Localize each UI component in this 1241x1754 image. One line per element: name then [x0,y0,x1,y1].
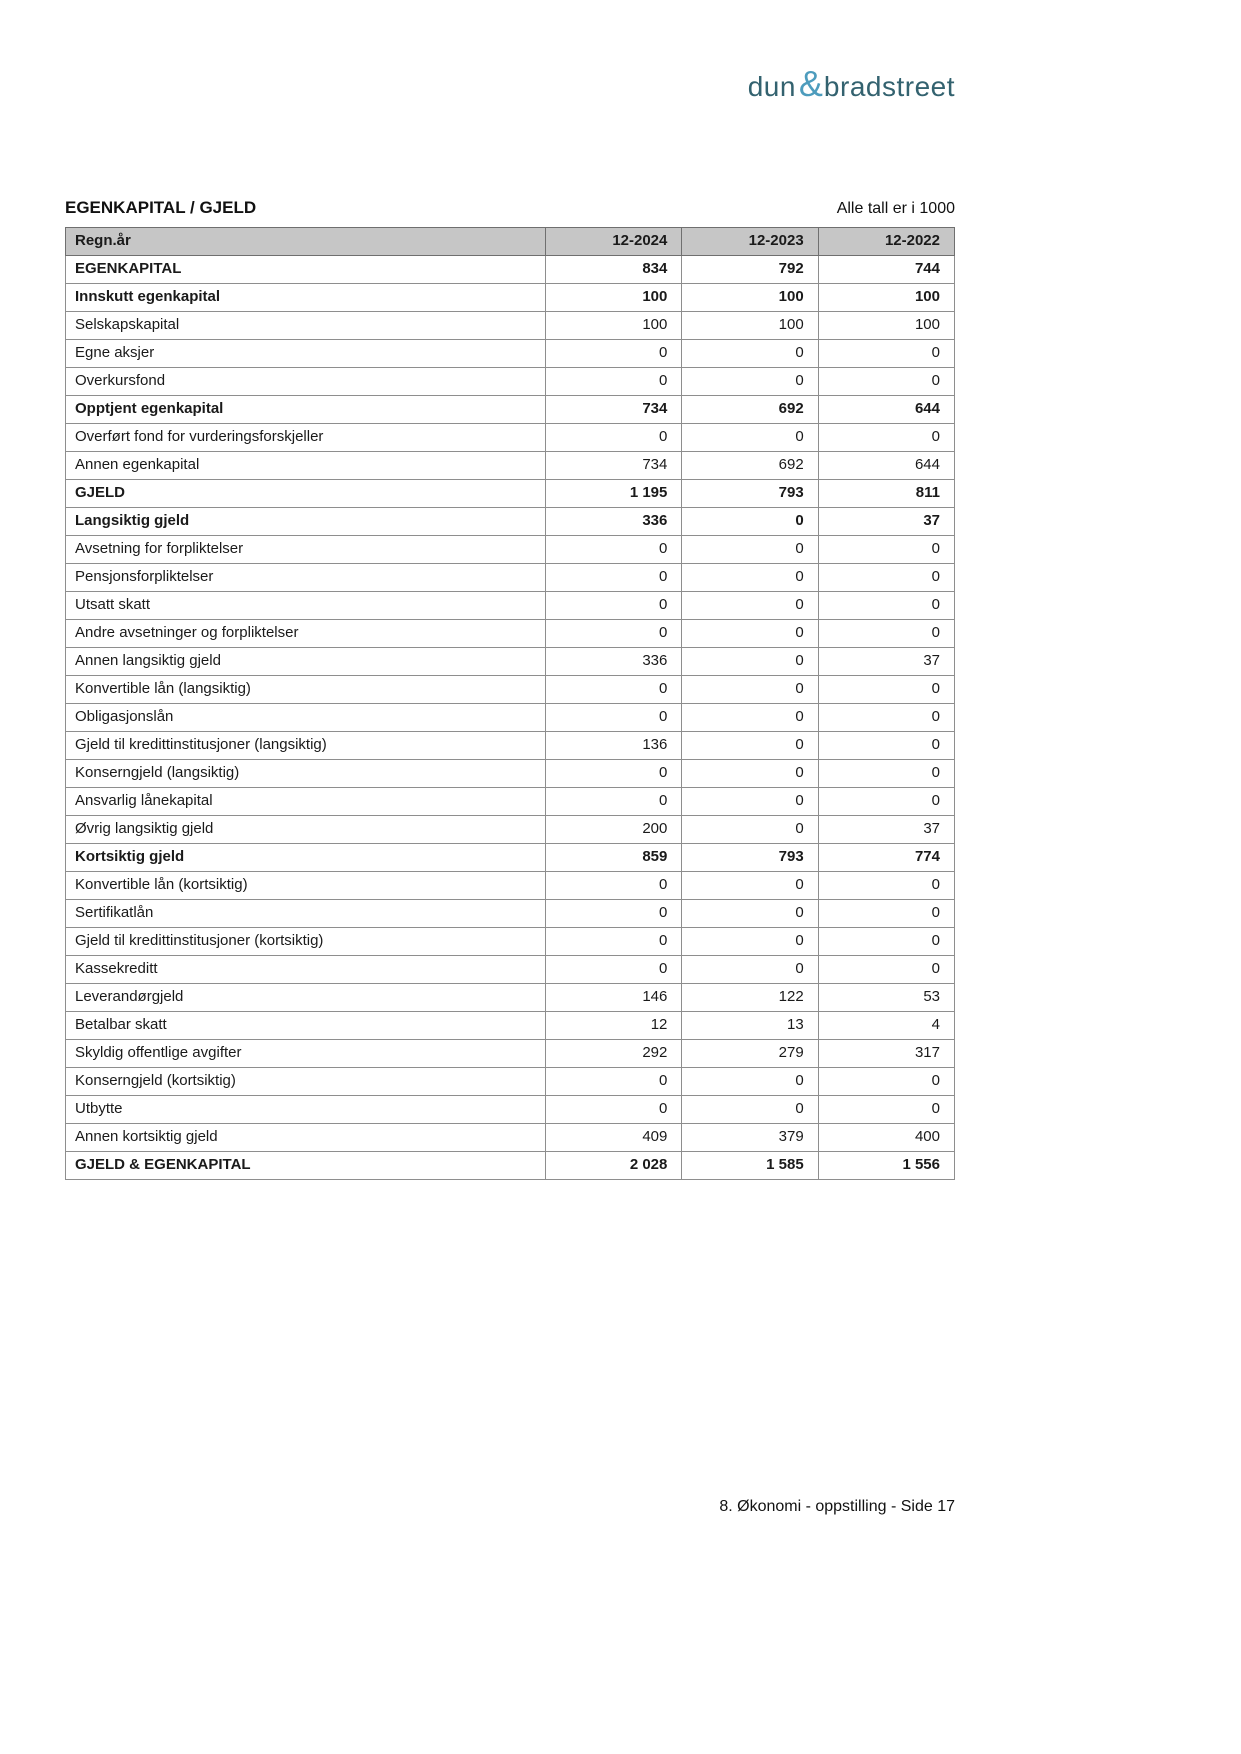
row-value: 0 [682,592,818,620]
units-note: Alle tall er i 1000 [836,200,955,217]
row-label: Konvertible lån (kortsiktig) [66,872,546,900]
row-value: 4 [818,1012,954,1040]
row-value: 0 [818,424,954,452]
row-value: 13 [682,1012,818,1040]
table-body [66,256,955,1180]
row-label: Annen kortsiktig gjeld [66,1124,546,1152]
row-value: 0 [546,340,682,368]
header-cell-regnar: Regn.år [66,228,546,256]
row-label: Kassekreditt [66,956,546,984]
row-value: 0 [682,340,818,368]
row-value: 0 [818,1068,954,1096]
row-label: Opptjent egenkapital [66,396,546,424]
row-label: GJELD & EGENKAPITAL [66,1152,546,1180]
table-row [66,1068,955,1096]
row-value: 0 [682,956,818,984]
row-value: 0 [818,564,954,592]
table-row [66,732,955,760]
row-value: 834 [546,256,682,284]
table-row [66,648,955,676]
row-value: 0 [682,788,818,816]
row-value: 37 [818,816,954,844]
row-value: 0 [818,536,954,564]
row-value: 0 [818,956,954,984]
logo-text-bradstreet: bradstreet [823,71,955,102]
table-row [66,536,955,564]
table-row [66,1124,955,1152]
row-value: 0 [818,1096,954,1124]
row-value: 0 [546,900,682,928]
table-row [66,620,955,648]
row-value: 0 [818,900,954,928]
row-value: 0 [682,676,818,704]
row-label: Kortsiktig gjeld [66,844,546,872]
row-value: 0 [818,732,954,760]
row-label: Overført fond for vurderingsforskjeller [66,424,546,452]
page-footer: 8. Økonomi - oppstilling - Side 17 [719,1498,955,1515]
row-value: 200 [546,816,682,844]
row-value: 0 [682,564,818,592]
row-value: 0 [546,928,682,956]
row-value: 1 556 [818,1152,954,1180]
row-label: Andre avsetninger og forpliktelser [66,620,546,648]
row-value: 0 [682,1068,818,1096]
table-row [66,368,955,396]
table-row [66,676,955,704]
row-label: GJELD [66,480,546,508]
row-value: 0 [546,368,682,396]
row-value: 0 [546,676,682,704]
row-label: Utsatt skatt [66,592,546,620]
row-value: 692 [682,452,818,480]
row-value: 100 [682,284,818,312]
table-row [66,900,955,928]
table-row [66,956,955,984]
row-value: 0 [682,900,818,928]
row-value: 0 [682,704,818,732]
row-label: Obligasjonslån [66,704,546,732]
logo-text-dun: dun [747,71,796,102]
row-label: Pensjonsforpliktelser [66,564,546,592]
row-label: Konserngjeld (langsiktig) [66,760,546,788]
row-value: 379 [682,1124,818,1152]
row-value: 0 [682,648,818,676]
row-value: 146 [546,984,682,1012]
row-value: 0 [818,760,954,788]
balance-table [65,227,955,1180]
table-row [66,396,955,424]
row-value: 1 195 [546,480,682,508]
row-value: 0 [546,872,682,900]
row-value: 0 [546,1096,682,1124]
row-value: 0 [682,536,818,564]
row-value: 774 [818,844,954,872]
table-row [66,564,955,592]
table-row [66,760,955,788]
row-value: 292 [546,1040,682,1068]
row-value: 0 [818,872,954,900]
table-row [66,1012,955,1040]
table-row [66,788,955,816]
row-label: Gjeld til kredittinstitusjoner (kortsiktig) [66,928,546,956]
row-label: Annen egenkapital [66,452,546,480]
row-label: Utbytte [66,1096,546,1124]
row-value: 0 [682,760,818,788]
row-value: 0 [682,732,818,760]
row-value: 0 [682,928,818,956]
row-value: 0 [818,592,954,620]
row-value: 100 [546,312,682,340]
row-value: 0 [818,788,954,816]
row-label: Konvertible lån (langsiktig) [66,676,546,704]
row-value: 136 [546,732,682,760]
row-value: 122 [682,984,818,1012]
dun-bradstreet-logo [747,63,955,104]
table-row [66,424,955,452]
row-value: 100 [818,284,954,312]
row-value: 400 [818,1124,954,1152]
row-label: Annen langsiktig gjeld [66,648,546,676]
row-label: Skyldig offentlige avgifter [66,1040,546,1068]
page-title: EGENKAPITAL / GJELD [65,198,257,217]
row-label: Leverandørgjeld [66,984,546,1012]
row-value: 0 [546,592,682,620]
row-value: 0 [546,1068,682,1096]
table-row [66,340,955,368]
header-cell-year-2023: 12-2023 [682,228,818,256]
row-value: 100 [546,284,682,312]
row-value: 644 [818,452,954,480]
row-value: 0 [818,340,954,368]
table-row [66,256,955,284]
balance-table-container [65,227,955,1180]
row-value: 793 [682,844,818,872]
table-row [66,452,955,480]
header-cell-year-2024: 12-2024 [546,228,682,256]
ampersand-icon: & [798,63,823,104]
table-row [66,1096,955,1124]
table-row [66,844,955,872]
table-row [66,284,955,312]
row-label: Innskutt egenkapital [66,284,546,312]
table-row [66,872,955,900]
row-value: 0 [682,816,818,844]
table-row [66,816,955,844]
row-label: Betalbar skatt [66,1012,546,1040]
row-value: 0 [546,956,682,984]
row-value: 37 [818,648,954,676]
row-value: 0 [818,928,954,956]
row-value: 279 [682,1040,818,1068]
row-label: Langsiktig gjeld [66,508,546,536]
row-value: 0 [818,676,954,704]
row-value: 811 [818,480,954,508]
row-value: 53 [818,984,954,1012]
row-value: 409 [546,1124,682,1152]
row-value: 734 [546,452,682,480]
row-value: 2 028 [546,1152,682,1180]
row-value: 336 [546,648,682,676]
row-value: 0 [546,620,682,648]
row-label: Overkursfond [66,368,546,396]
row-value: 0 [818,704,954,732]
row-label: EGENKAPITAL [66,256,546,284]
row-value: 100 [818,312,954,340]
row-value: 692 [682,396,818,424]
table-row [66,508,955,536]
row-value: 0 [818,368,954,396]
table-row [66,704,955,732]
table-row [66,984,955,1012]
row-label: Ansvarlig lånekapital [66,788,546,816]
row-value: 317 [818,1040,954,1068]
table-header-row [66,228,955,256]
table-row [66,592,955,620]
row-value: 0 [546,788,682,816]
row-label: Øvrig langsiktig gjeld [66,816,546,844]
row-value: 792 [682,256,818,284]
row-value: 0 [546,760,682,788]
row-value: 100 [682,312,818,340]
row-label: Avsetning for forpliktelser [66,536,546,564]
table-row [66,480,955,508]
row-value: 0 [682,508,818,536]
row-label: Sertifikatlån [66,900,546,928]
table-row [66,928,955,956]
row-value: 0 [682,424,818,452]
row-value: 37 [818,508,954,536]
title-row [65,198,955,218]
row-value: 0 [682,1096,818,1124]
row-value: 734 [546,396,682,424]
table-row [66,312,955,340]
row-value: 336 [546,508,682,536]
row-label: Selskapskapital [66,312,546,340]
row-value: 0 [682,872,818,900]
row-value: 12 [546,1012,682,1040]
row-label: Konserngjeld (kortsiktig) [66,1068,546,1096]
row-value: 0 [546,704,682,732]
row-value: 793 [682,480,818,508]
row-value: 0 [546,424,682,452]
row-label: Egne aksjer [66,340,546,368]
row-value: 0 [682,620,818,648]
row-value: 859 [546,844,682,872]
row-value: 1 585 [682,1152,818,1180]
table-row [66,1040,955,1068]
row-value: 0 [546,536,682,564]
row-value: 0 [818,620,954,648]
header-cell-year-2022: 12-2022 [818,228,954,256]
row-value: 744 [818,256,954,284]
row-value: 0 [682,368,818,396]
row-value: 0 [546,564,682,592]
table-row [66,1152,955,1180]
row-value: 644 [818,396,954,424]
row-label: Gjeld til kredittinstitusjoner (langsiktig) [66,732,546,760]
